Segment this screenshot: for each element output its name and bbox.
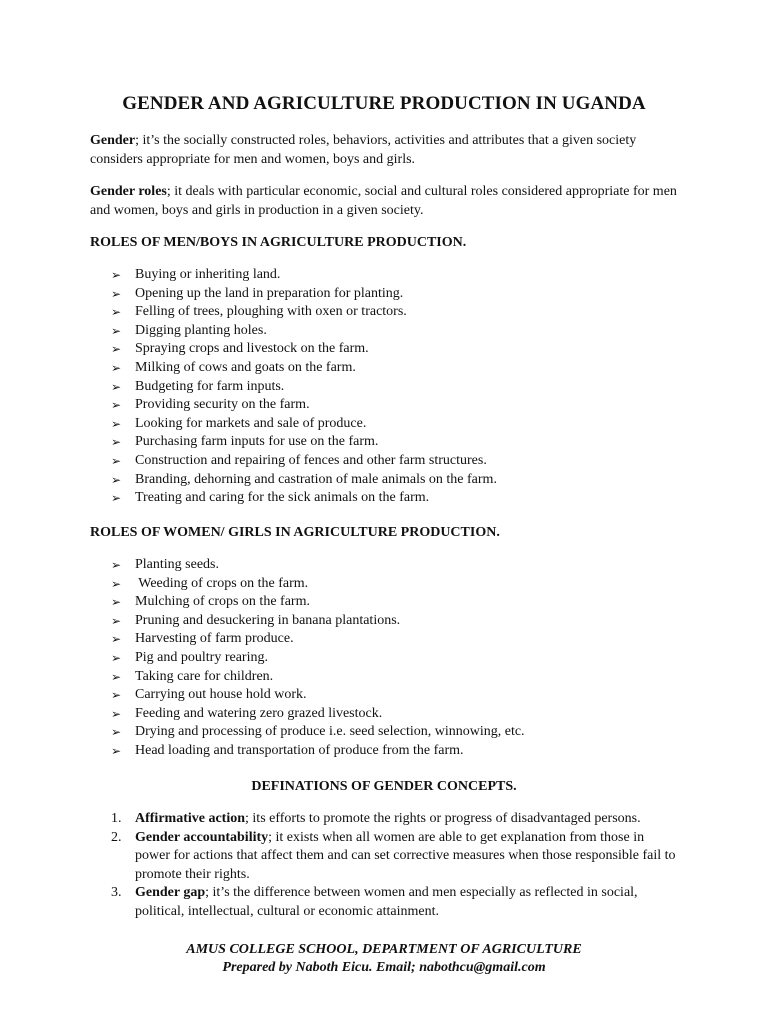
- gender-text: ; it’s the socially constructed roles, behaviors, activities and attributes that a given society considers appropriate for men and women, boys and girls.: [90, 133, 637, 167]
- list-item: ➢ Planting seeds.: [111, 556, 525, 575]
- gender-roles-term: Gender roles: [90, 184, 167, 199]
- list-item: ➢ Pruning and desuckering in banana plantations.: [111, 612, 525, 631]
- gender-roles-definition: [90, 182, 690, 220]
- footer-school: AMUS COLLEGE SCHOOL, DEPARTMENT OF AGRICULTURE: [186, 942, 582, 957]
- list-item: ➢ Treating and caring for the sick animals on the farm.: [111, 489, 497, 508]
- arrowhead-bullet-icon: ➢: [111, 472, 122, 487]
- gender-definition: [90, 131, 690, 169]
- list-item: ➢ Carrying out house hold work.: [111, 686, 525, 705]
- list-item: ➢ Budgeting for farm inputs.: [111, 378, 497, 397]
- list-item: ➢ Feeding and watering zero grazed livestock.: [111, 705, 525, 724]
- arrowhead-bullet-icon: ➢: [111, 379, 122, 394]
- list-item: ➢ Harvesting of farm produce.: [111, 630, 525, 649]
- arrowhead-bullet-icon: ➢: [111, 688, 122, 703]
- women-roles-list: [111, 556, 525, 761]
- arrowhead-bullet-icon: ➢: [111, 398, 122, 413]
- arrowhead-bullet-icon: ➢: [111, 669, 122, 684]
- arrowhead-bullet-icon: ➢: [111, 453, 122, 468]
- list-item: ➢ Mulching of crops on the farm.: [111, 593, 525, 612]
- list-item: ➢ Looking for markets and sale of produce.: [111, 415, 497, 434]
- arrowhead-bullet-icon: ➢: [111, 743, 122, 758]
- list-item: ➢ Branding, dehorning and castration of male animals on the farm.: [111, 471, 497, 490]
- arrowhead-bullet-icon: ➢: [111, 650, 122, 665]
- arrowhead-bullet-icon: ➢: [111, 632, 122, 647]
- list-item: ➢ Weeding of crops on the farm.: [111, 575, 525, 594]
- arrowhead-bullet-icon: ➢: [111, 706, 122, 721]
- arrowhead-bullet-icon: ➢: [111, 416, 122, 431]
- arrowhead-bullet-icon: ➢: [111, 725, 122, 740]
- list-item: ➢ Drying and processing of produce i.e. seed selection, winnowing, etc.: [111, 723, 525, 742]
- list-item: ➢ Milking of cows and goats on the farm.: [111, 359, 497, 378]
- arrowhead-bullet-icon: ➢: [111, 576, 122, 591]
- arrowhead-bullet-icon: ➢: [111, 613, 122, 628]
- arrowhead-bullet-icon: ➢: [111, 323, 122, 338]
- women-roles-heading: ROLES OF WOMEN/ GIRLS IN AGRICULTURE PRODUCTION.: [90, 525, 500, 540]
- footer-author: Prepared by Naboth Eicu. Email; nabothcu@gmail.com: [222, 960, 546, 975]
- definitions-heading: DEFINATIONS OF GENDER CONCEPTS.: [251, 779, 517, 794]
- arrowhead-bullet-icon: ➢: [111, 360, 122, 375]
- arrowhead-bullet-icon: ➢: [111, 558, 122, 572]
- gender-roles-text: ; it deals with particular economic, social and cultural roles considered appropriate for men and women, boys and girls in production in a given society.: [90, 184, 677, 218]
- arrowhead-bullet-icon: ➢: [111, 342, 122, 357]
- list-item: ➢ Construction and repairing of fences and other farm structures.: [111, 452, 497, 471]
- men-roles-list: [111, 266, 497, 508]
- arrowhead-bullet-icon: ➢: [111, 491, 122, 506]
- definitions-list: [111, 810, 681, 922]
- list-item: 2. Gender accountability; it exists when all women are able to get explanation from those in power for actions that affect them and can set corrective measures when those responsible fail to promote their rights.: [111, 829, 676, 882]
- arrowhead-bullet-icon: ➢: [111, 268, 122, 282]
- arrowhead-bullet-icon: ➢: [111, 435, 122, 450]
- list-item: ➢ Providing security on the farm.: [111, 396, 497, 415]
- arrowhead-bullet-icon: ➢: [111, 595, 122, 610]
- list-item: ➢ Buying or inheriting land.: [111, 266, 497, 285]
- arrowhead-bullet-icon: ➢: [111, 286, 122, 301]
- gender-term: Gender: [90, 133, 136, 148]
- men-roles-heading: ROLES OF MEN/BOYS IN AGRICULTURE PRODUCTION.: [90, 235, 467, 250]
- list-item: ➢ Digging planting holes.: [111, 322, 497, 341]
- list-item: ➢ Purchasing farm inputs for use on the farm.: [111, 433, 497, 452]
- list-item: ➢ Pig and poultry rearing.: [111, 649, 525, 668]
- list-item: ➢ Taking care for children.: [111, 668, 525, 687]
- list-item: ➢ Opening up the land in preparation for planting.: [111, 285, 497, 304]
- list-item: ➢ Head loading and transportation of produce from the farm.: [111, 742, 525, 761]
- list-item: ➢ Felling of trees, ploughing with oxen or tractors.: [111, 303, 497, 322]
- arrowhead-bullet-icon: ➢: [111, 305, 122, 320]
- document-title: GENDER AND AGRICULTURE PRODUCTION IN UGANDA: [122, 93, 646, 114]
- list-item: 3. Gender gap; it’s the difference between women and men especially as reflected in social, political, intellectual, cultural or economic attainment.: [111, 885, 638, 919]
- list-item: ➢ Spraying crops and livestock on the farm.: [111, 340, 497, 359]
- list-item: 1. Affirmative action; its efforts to promote the rights or progress of disadvantaged persons.: [111, 811, 641, 826]
